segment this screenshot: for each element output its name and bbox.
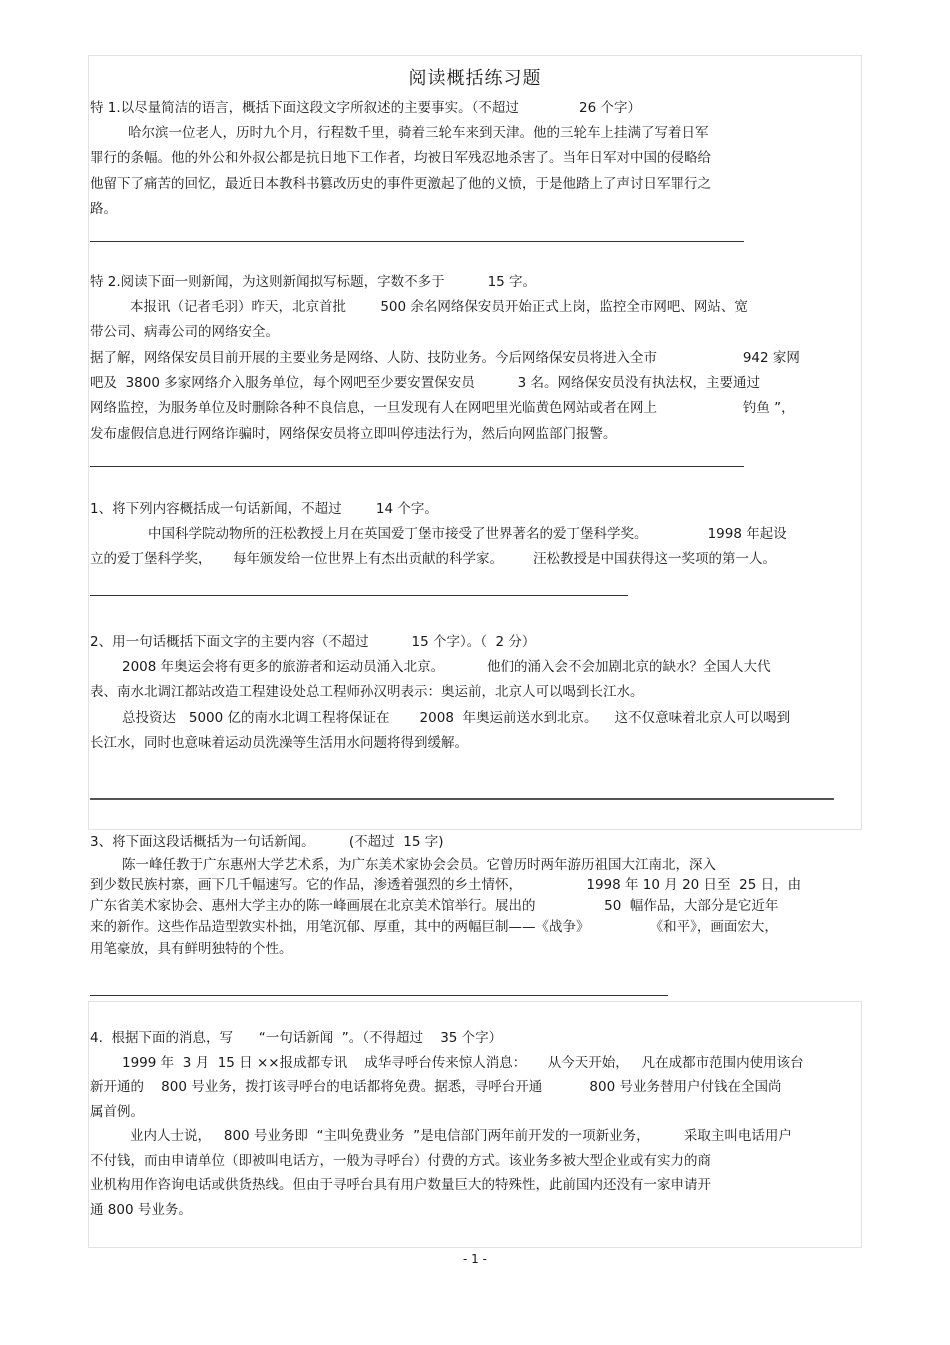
q1-answer-line xyxy=(90,595,628,596)
q4-prompt: 4. 根据下面的消息，写 “一句话新闻 ”。（不得超过 35 个字） xyxy=(90,1030,503,1046)
q4-line: 通 800 号业务。 xyxy=(90,1202,192,1218)
q4-line: 1999 年 3 月 15 日 ××报成都专讯 成华寻呼台传来惊人消息： 从今天开始， 凡在成都市范围内使用该台 xyxy=(122,1055,804,1071)
q4-line: 不付钱，而由申请单位（即被叫电话方，一般为寻呼台）付费的方式。该业务多被大型企业或有实力的商 xyxy=(90,1153,711,1169)
s2-prompt: 特 2.阅读下面一则新闻，为这则新闻拟写标题，字数不多于 15 字。 xyxy=(90,274,537,290)
q2-line: 2008 年奥运会将有更多的旅游者和运动员涌入北京。 他们的涌入会不会加剧北京的缺水？全国人大代 xyxy=(122,659,771,675)
s1-line: 哈尔滨一位老人，历时九个月，行程数千里，骑着三轮车来到天津。他的三轮车上挂满了写着日军 xyxy=(128,125,709,141)
q4-line: 属首例。 xyxy=(90,1104,144,1120)
page-title: 阅读概括练习题 xyxy=(408,68,542,89)
q1-prompt: 1、将下列内容概括成一句话新闻，不超过 14 个字。 xyxy=(90,501,438,517)
s2-line: 发布虚假信息进行网络诈骗时，网络保安员将立即叫停违法行为，然后向网监部门报警。 xyxy=(90,426,617,442)
page-number: - 1 - xyxy=(463,1252,487,1266)
q3-line: 陈一峰任教于广东惠州大学艺术系，为广东美术家协会会员。它曾历时两年游历祖国大江南北，深入 xyxy=(122,857,716,873)
q2-line: 总投资达 5000 亿的南水北调工程将保证在 2008 年奥运前送水到北京。 这不仅意味着北京人可以喝到 xyxy=(122,710,791,726)
q3-prompt: 3、将下面这段话概括为一句话新闻。 (不超过 15 字) xyxy=(90,834,444,850)
q2-line: 长江水，同时也意味着运动员洗澡等生活用水问题将得到缓解。 xyxy=(90,735,468,751)
q2-prompt: 2、用一句话概括下面文字的主要内容（不超过 15 个字）。（ 2 分） xyxy=(90,634,536,650)
s2-line: 吧及 3800 多家网络介入服务单位，每个网吧至少要安置保安员 3 名。网络保安员没有执法权，主要通过 xyxy=(90,375,761,391)
s1-line: 他留下了痛苦的回忆，最近日本教科书篡改历史的事件更激起了他的义愤，于是他踏上了声讨日军罪行之 xyxy=(90,176,711,192)
s1-prompt: 特 1.以尽量简洁的语言，概括下面这段文字所叙述的主要事实。（不超过 26 个字） xyxy=(90,100,641,116)
q3-line: 广东省美术家协会、惠州大学主办的陈一峰画展在北京美术馆举行。展出的 50 幅作品，大部分是它近年 xyxy=(90,898,779,914)
q4-line: 业内人士说， 800 号业务即 “主叫免费业务 ”是电信部门两年前开发的一项新业务， 采取主叫电话用户 xyxy=(130,1128,792,1144)
q3-line: 来的新作。这些作品造型敦实朴拙，用笔沉郁、厚重，其中的两幅巨制——《战争》 《和平》，画面宏大， xyxy=(90,919,778,935)
s2-line: 网络监控，为服务单位及时删除各种不良信息，一旦发现有人在网吧里光临黄色网站或者在网上 钓鱼 ”， xyxy=(90,400,795,416)
q4-line: 新开通的 800 号业务，拨打该寻呼台的电话都将免费。据悉，寻呼台开通 800 号业务替用户付钱在全国尚 xyxy=(90,1079,782,1095)
s2-answer-line xyxy=(90,466,744,467)
s1-answer-line xyxy=(90,241,744,242)
q2-answer-line xyxy=(90,798,834,800)
q3-line: 到少数民族村寨，画下几千幅速写。它的作品，渗透着强烈的乡土情怀， 1998 年 10 月 20 日至 25 日，由 xyxy=(90,877,802,893)
q3-answer-line xyxy=(90,995,668,996)
q1-line: 中国科学院动物所的汪松教授上月在英国爱丁堡市接受了世界著名的爱丁堡科学奖。 1998 年起设 xyxy=(148,526,787,542)
q3-line: 用笔豪放，具有鲜明独特的个性。 xyxy=(90,941,293,957)
s2-line: 带公司、病毒公司的网络安全。 xyxy=(90,324,279,340)
s2-line: 本报讯（记者毛羽）昨天，北京首批 500 余名网络保安员开始正式上岗，监控全市网吧、网站、宽 xyxy=(130,299,748,315)
q2-line: 表、南水北调江都站改造工程建设处总工程师孙汉明表示：奥运前，北京人可以喝到长江水。 xyxy=(90,684,644,700)
s2-line: 据了解，网络保安员目前开展的主要业务是网络、人防、技防业务。今后网络保安员将进入全市 942 家网 xyxy=(90,350,800,366)
q4-line: 业机构用作咨询电话或供货热线。但由于寻呼台具有用户数量巨大的特殊性，此前国内还没有一家申请开 xyxy=(90,1177,711,1193)
s1-line: 路。 xyxy=(90,201,117,217)
q1-line: 立的爱丁堡科学奖， 每年颁发给一位世界上有杰出贡献的科学家。 汪松教授是中国获得这一奖项的第一人。 xyxy=(90,551,776,567)
s1-line: 罪行的条幅。他的外公和外叔公都是抗日地下工作者，均被日军残忍地杀害了。当年日军对中国的侵略给 xyxy=(90,150,711,166)
